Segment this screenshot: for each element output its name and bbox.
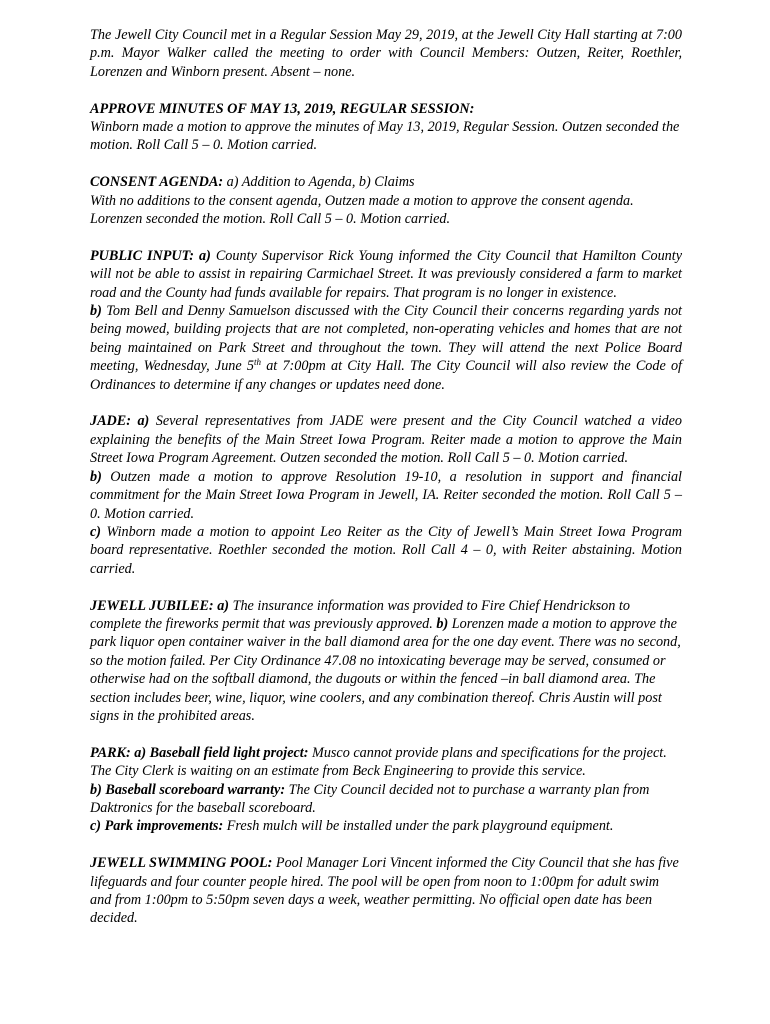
park-a-text: Musco cannot provide plans and specifications for the project. The City Clerk is waiting on an estimate from Beck Engineering to provide this service. [90, 744, 667, 780]
jade-item-a [90, 412, 682, 467]
jubilee-heading: JEWELL JUBILEE: [90, 597, 214, 614]
public-input-b-label: b) [90, 303, 102, 320]
public-input-a-text: County Supervisor Rick Young informed the City Council that Hamilton County will not be able to assist in repairing Carmichael Street. It was previously considered a farm to market road and the County had funds available for repairs. That program is no longer in existence. [90, 247, 683, 301]
jubilee-b-text: Lorenzen made a motion to approve the park liquor open container waiver in the ball diamond area for the one day event. There was no second, so the motion failed. Per City Ordinance 47.08 no intoxicating beverage may be served, consumed or otherwise had on the softball diamond, the dugouts or within the fenced –in ball diamond area. The section includes beer, wine, liquor, wine coolers, and any combination thereof. Chris Austin will post signs in the prohibited areas. [90, 615, 681, 724]
jubilee-a-label: a) [217, 597, 230, 614]
jade-c-text: Winborn made a motion to appoint Leo Reiter as the City of Jewell’s Main Street Iowa Program board representative. Roethler seconded the motion. Roll Call 4 – 0, with Reiter abstaining. Motion carried. [90, 523, 682, 577]
jubilee-a-text: The insurance information was provided to Fire Chief Hendrickson to complete the fireworks permit that was previously approved. [90, 597, 630, 632]
approve-minutes-section [90, 100, 682, 155]
public-input-b-text-1: Tom Bell and Denny Samuelson discussed with the City Council their concerns regarding yards not being mowed, building projects that are not completed, non-operating vehicles and homes that are not being maintained on Park Street and throughout the town. They will attend the next Police Board meeting, Wednesday, June 5 [90, 303, 682, 375]
consent-agenda-items: a) Addition to Agenda, b) Claims [223, 174, 415, 191]
park-item-a [90, 744, 682, 781]
jade-item-c [90, 523, 682, 578]
park-b-label: b) Baseball scoreboard warranty: [90, 781, 286, 798]
pool-text: Pool Manager Lori Vincent informed the City Council that she has five lifeguards and four counter people hired. The pool will be open from noon to 1:00pm for adult swim and from 1:00pm to 5:50pm seven days a week, weather permitting. No official open date has been decided. [90, 855, 679, 927]
opening-paragraph [90, 26, 682, 81]
pool-section [90, 854, 682, 928]
opening-text: The Jewell City Council met in a Regular Session May 29, 2019, at the Jewell City Hall starting at 7:00 p.m. Mayor Walker called the meeting to order with Council Members: Outzen, Reiter, Roethler, Lorenzen and Winborn present. Absent – none. [90, 27, 682, 80]
park-a-label: a) Baseball field light project: [134, 744, 309, 761]
jade-c-label: c) [90, 523, 102, 540]
public-input-section [90, 247, 682, 394]
jade-section [90, 412, 682, 578]
public-input-item-a [90, 247, 682, 302]
jade-a-label: a) [137, 413, 150, 430]
jade-item-b [90, 468, 682, 523]
consent-agenda-heading: CONSENT AGENDA: [90, 174, 224, 191]
consent-agenda-section [90, 173, 682, 228]
park-b-text: The City Council decided not to purchase a warranty plan from Daktronics for the baseball scoreboard. [90, 781, 650, 816]
approve-minutes-text: Winborn made a motion to approve the minutes of May 13, 2019, Regular Session. Outzen seconded the motion. Roll Call 5 – 0. Motion carried. [90, 119, 680, 154]
consent-agenda-text: With no additions to the consent agenda, Outzen made a motion to approve the consent agenda. Lorenzen seconded the motion. Roll Call 5 – 0. Motion carried. [90, 192, 634, 228]
public-input-b-text-2: at 7:00pm at City Hall. The City Council will also review the Code of Ordinances to determine if any changes or updates need done. [90, 358, 682, 393]
jubilee-b-label: b) [436, 615, 449, 632]
park-c-text: Fresh mulch will be installed under the park playground equipment. [223, 818, 614, 835]
public-input-item-b [90, 302, 682, 394]
park-c-label: c) Park improvements: [90, 818, 224, 835]
approve-minutes-heading: APPROVE MINUTES OF MAY 13, 2019, REGULAR SESSION: [90, 100, 475, 117]
park-item-c [90, 817, 682, 835]
park-item-b [90, 781, 682, 818]
jade-heading: JADE: [90, 413, 131, 430]
park-heading: PARK: [90, 744, 131, 761]
public-input-a-label: a) [199, 247, 211, 264]
jade-b-text: Outzen made a motion to approve Resolution 19-10, a resolution in support and financial commitment for the Main Street Iowa Program in Jewell, IA. Reiter seconded the motion. Roll Call 5 – 0. Motion carried. [90, 468, 682, 522]
jade-b-label: b) [90, 468, 102, 485]
jubilee-section [90, 597, 682, 726]
jade-a-text: Several representatives from JADE were present and the City Council watched a video explaining the benefits of the Main Street Iowa Program. Reiter made a motion to approve the Main Street Iowa Program Agreement. Outzen seconded the motion. Roll Call 5 – 0. Motion carried. [90, 413, 682, 467]
public-input-b-superscript: th [254, 357, 262, 368]
consent-agenda-heading-line [90, 173, 682, 191]
pool-heading: JEWELL SWIMMING POOL: [90, 855, 273, 872]
public-input-heading: PUBLIC INPUT: [90, 247, 195, 264]
minutes-document [90, 26, 682, 946]
park-section [90, 744, 682, 836]
